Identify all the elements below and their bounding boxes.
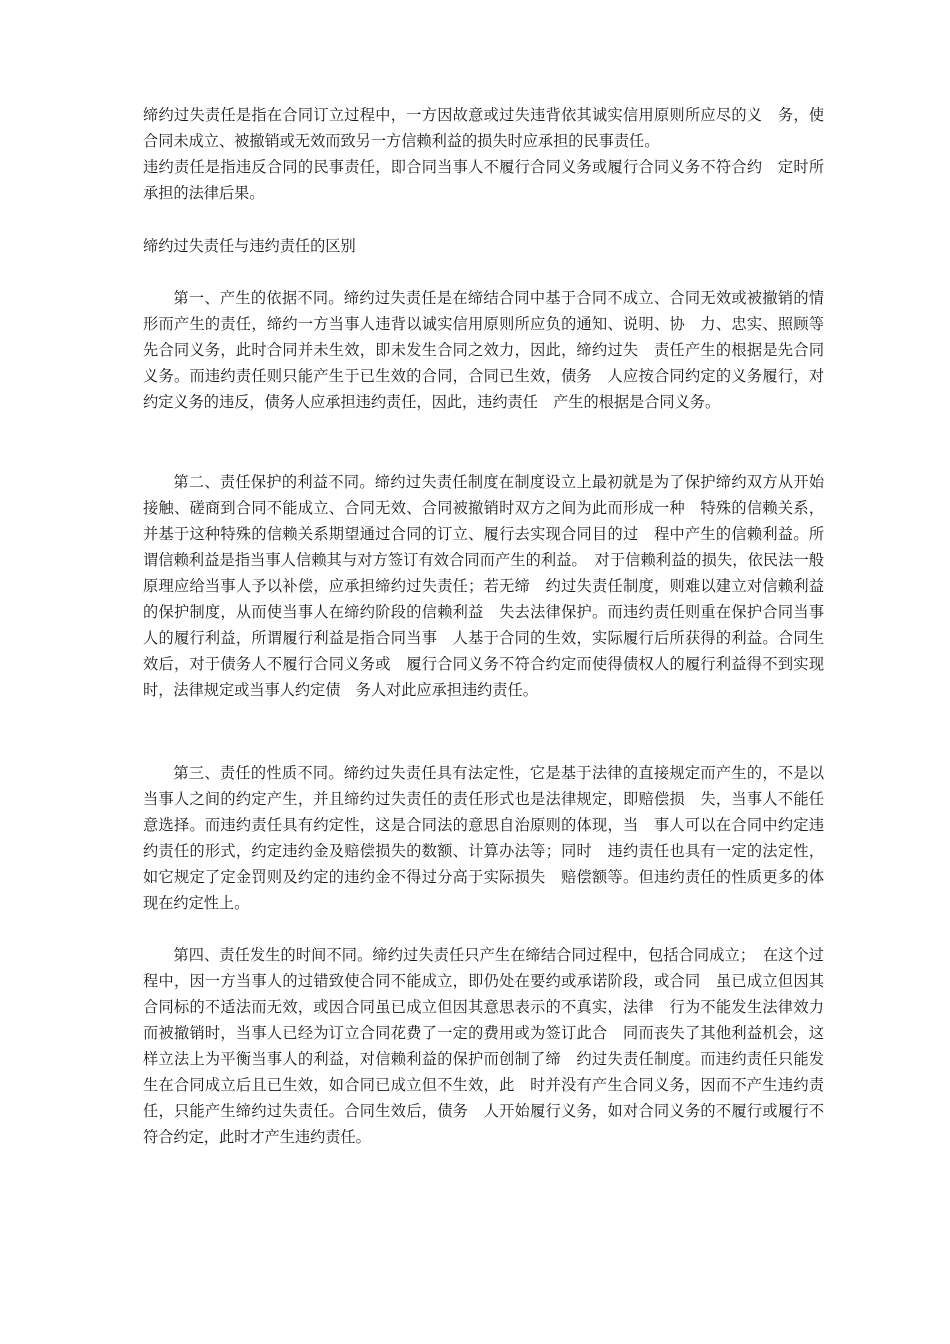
paragraph-first: 第一、产生的依据不同。缔约过失责任是在缔结合同中基于合同不成立、合同无效或被撤销的情形而产生的责任，缔约一方当事人违背以诚实信用原则所应负的通知、说明、协 力、忠实、照顾等先合同义务，此时合同并未生效，即未发生合同之效力，因此，缔约过失 责任产生的根据是先合同义务。而违约责任则只能产生于已生效的合同，合同已生效，债务 人应按合同约定的义务履行，对约定义务的违反，债务人应承担违约责任，因此，违约责任 产生的根据是合同义务。 bbox=[143, 289, 824, 411]
paragraph-fourth: 第四、责任发生的时间不同。缔约过失责任只产生在缔结合同过程中，包括合同成立； 在这个过程中，因一方当事人的过错致使合同不能成立，即仍处在要约或承诺阶段，或合同 虽已成立但因其合同标的不适法而无效，或因合同虽已成立但因其意思表示的不真实，法律 行为不能发生法律效力而被撤销时，当事人已经为订立合同花费了一定的费用或为签订此合 同而丧失了其他利益机会，这样立法上为平衡当事人的利益，对信赖利益的保护而创制了缔 约过失责任制度。而违约责任只能发生在合同成立后且已生效，如合同已成立但不生效，此 时并没有产生合同义务，因而不产生违约责任，只能产生缔约过失责任。合同生效后，债务 人开始履行义务，如对合同义务的不履行或履行不符合约定，此时才产生违约责任。 bbox=[143, 946, 824, 1146]
paragraph-third: 第三、责任的性质不同。缔约过失责任具有法定性，它是基于法律的直接规定而产生的，不是以当事人之间的约定产生，并且缔约过失责任的责任形式也是法律规定，即赔偿损 失，当事人不能任意选择。而违约责任具有约定性，这是合同法的意思自治原则的体现，当 事人可以在合同中约定违约责任的形式，约定违约金及赔偿损失的数额、计算办法等；同时 违约责任也具有一定的法定性，如它规定了定金罚则及约定的违约金不得过分高于实际损失 赔偿额等。但违约责任的性质更多的体现在约定性上。 bbox=[143, 764, 824, 912]
definition-negligence: 缔约过失责任是指在合同订立过程中，一方因故意或过失违背依其诚实信用原则所应尽的义 务，使合同未成立、被撤销或无效而致另一方信赖利益的损失时应承担的民事责任。 bbox=[143, 106, 824, 150]
paragraph-second: 第二、责任保护的利益不同。缔约过失责任制度在制度设立上最初就是为了保护缔约双方从开始接触、磋商到合同不能成立、合同无效、合同被撤销时双方之间为此而形成一种 特殊的信赖关系，并基于这种特殊的信赖关系期望通过合同的订立、履行去实现合同目的过 程中产生的信赖利益。所谓信赖利益是指当事人信赖其与对方签订有效合同而产生的利益。 对于信赖利益的损失，依民法一般原理应给当事人予以补偿，应承担缔约过失责任；若无缔 约过失责任制度，则难以建立对信赖利益的保护制度，从而使当事人在缔约阶段的信赖利益 失去法律保护。而违约责任则重在保护合同当事人的履行利益，所谓履行利益是指合同当事 人基于合同的生效，实际履行后所获得的利益。合同生效后，对于债务人不履行合同义务或 履行合同义务不符合约定而使得债权人的履行利益得不到实现时，法律规定或当事人约定债 务人对此应承担违约责任。 bbox=[143, 473, 824, 699]
section-heading: 缔约过失责任与违约责任的区别 bbox=[143, 237, 356, 255]
definition-breach: 违约责任是指违反合同的民事责任，即合同当事人不履行合同义务或履行合同义务不符合约 定时所承担的法律后果。 bbox=[143, 158, 824, 202]
